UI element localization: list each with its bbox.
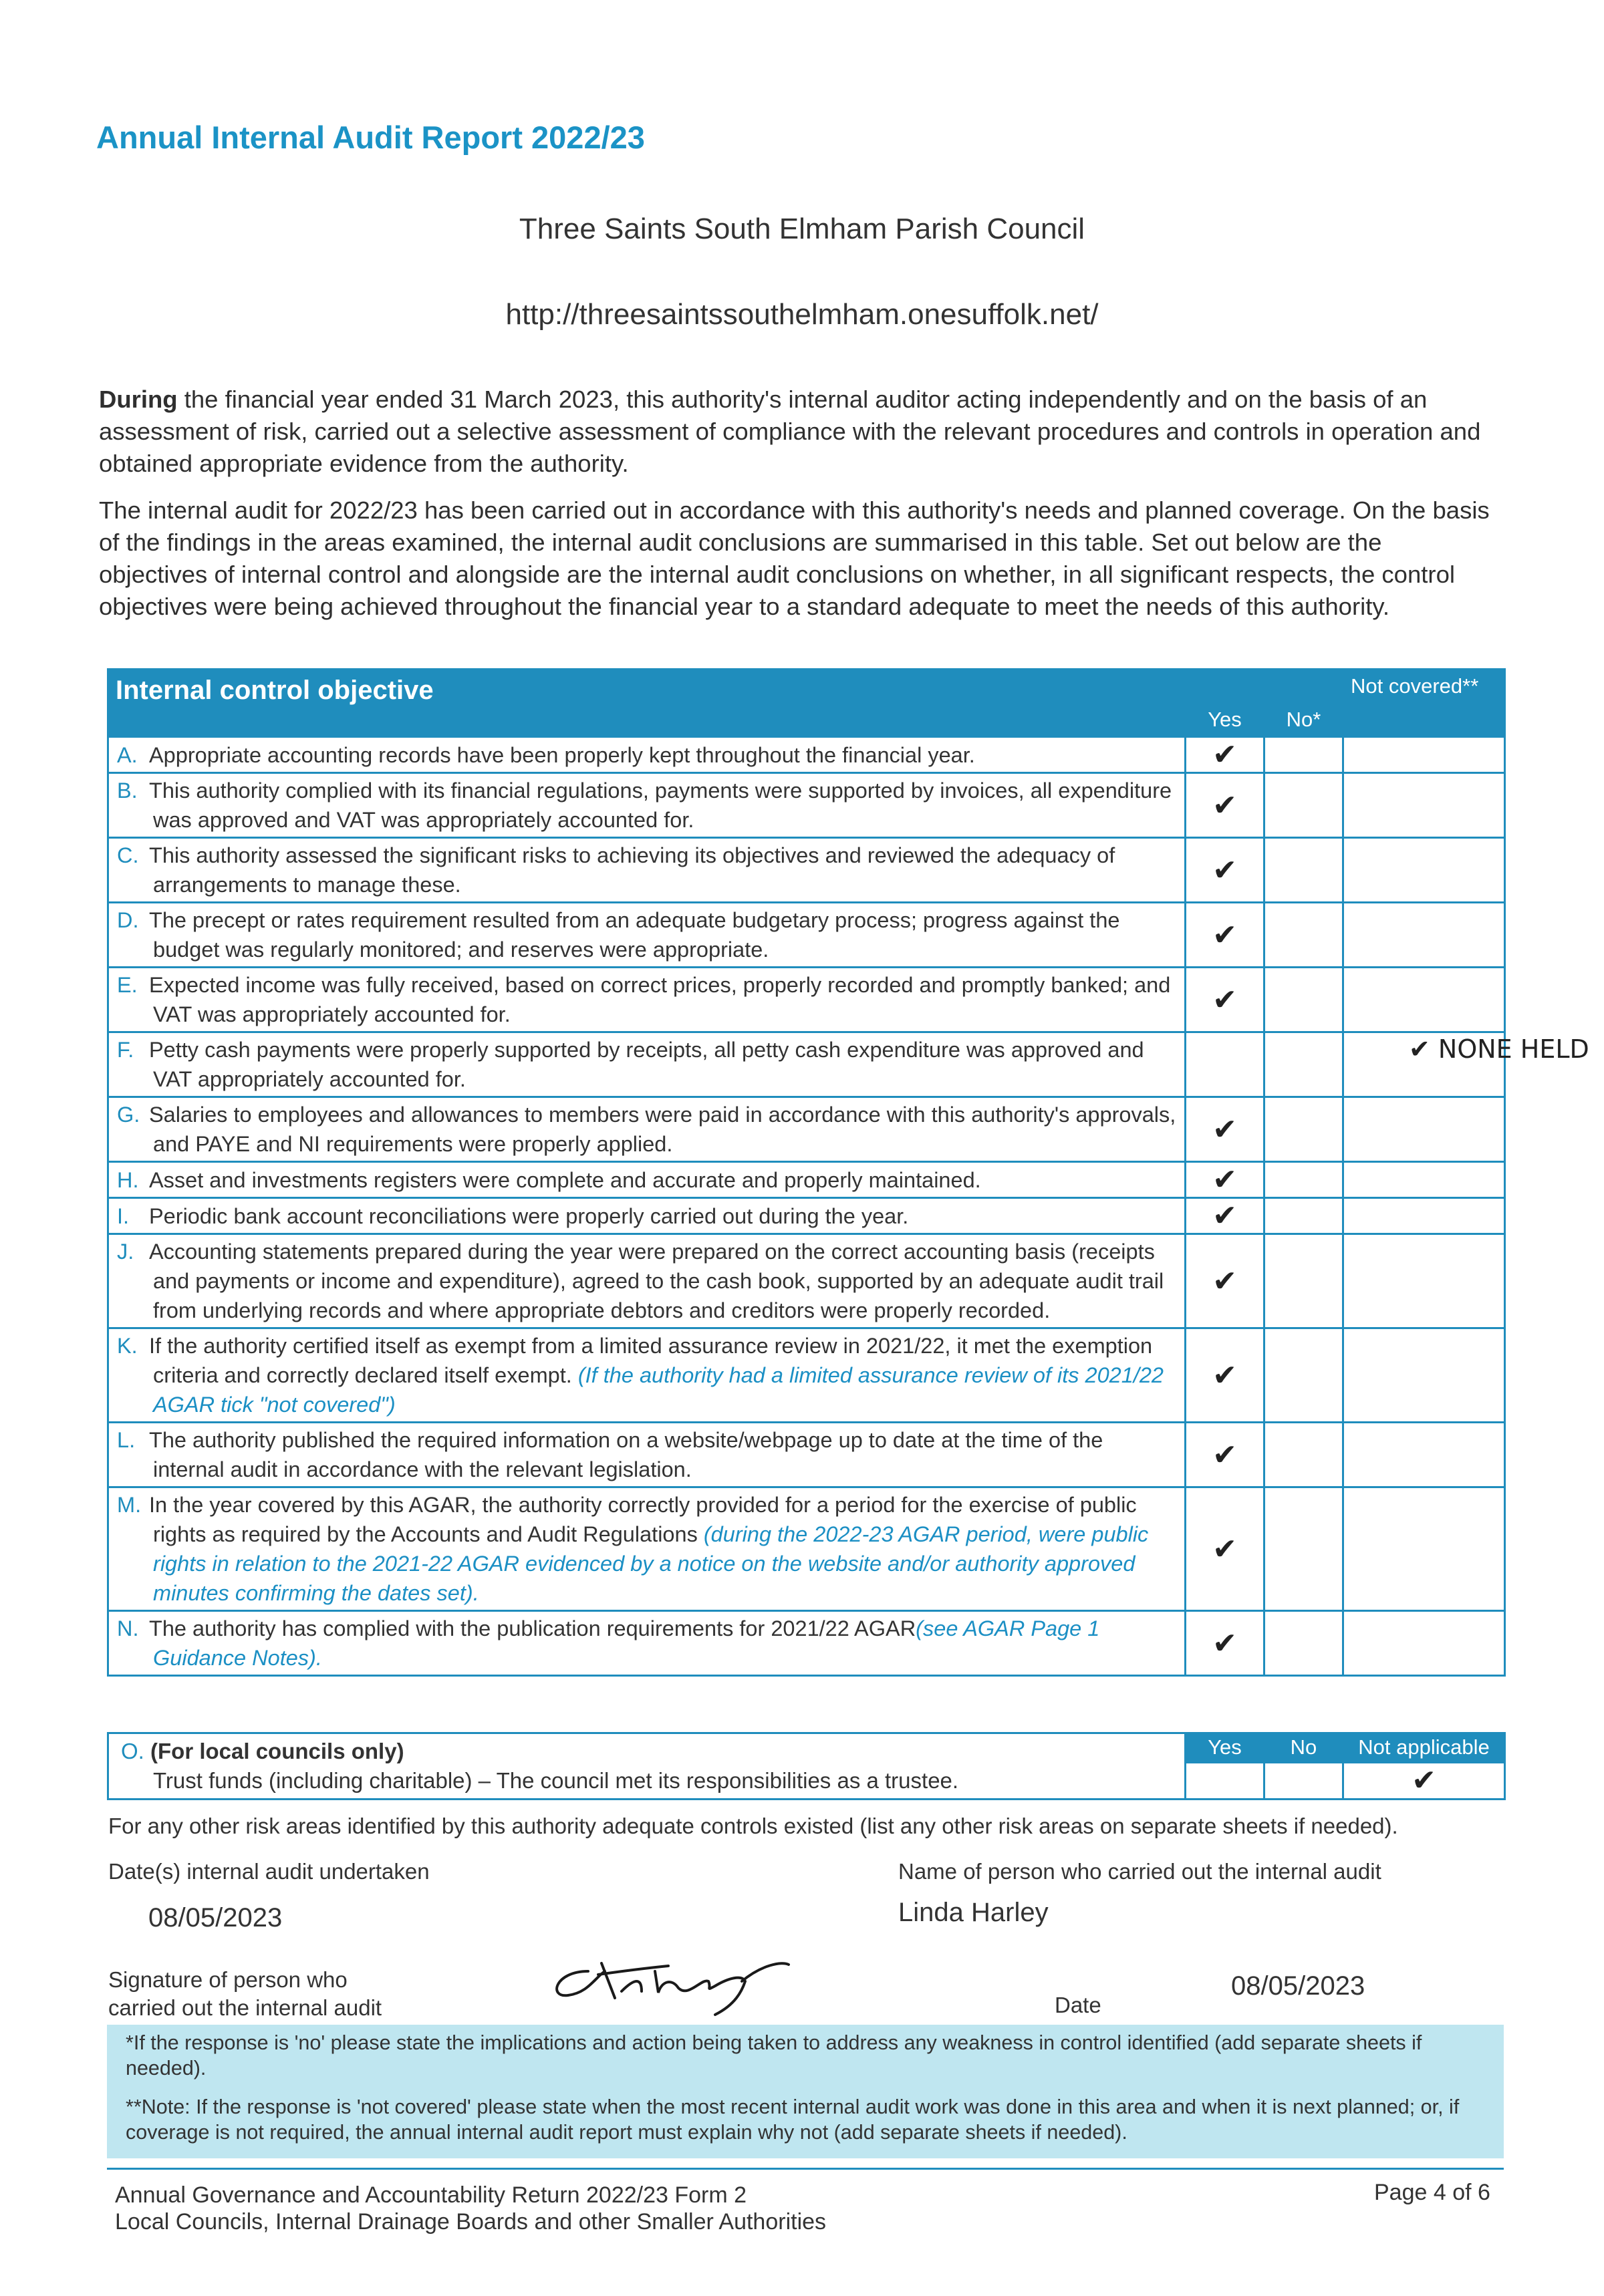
objective-cell [108,968,1186,1032]
not-covered-cell[interactable] [1343,1097,1505,1162]
table-row [108,1032,1505,1097]
no-cell[interactable] [1264,1097,1343,1162]
objective-text: Expected income was fully received, based on correct prices, properly recorded and promptly banked; and VAT was appropriately accounted for. [149,973,1171,1026]
row-letter: O. [121,1739,144,1763]
objective-cell [108,1487,1186,1611]
objective-cell [108,1198,1186,1234]
row-letter: N. [117,1616,139,1640]
objective-text: Appropriate accounting records have been properly kept throughout the financial year. [149,742,975,767]
table-row [108,737,1505,773]
yes-cell[interactable]: ✔ [1186,1162,1264,1198]
yes-cell[interactable]: ✔ [1186,903,1264,968]
objective-cell [108,1423,1186,1487]
row-letter: D. [117,908,139,932]
no-cell[interactable] [1264,773,1343,838]
objective-cell [108,773,1186,838]
objective-cell [108,903,1186,968]
not-covered-cell[interactable] [1343,1487,1505,1611]
o-header-no: No [1264,1733,1343,1763]
no-cell[interactable] [1264,838,1343,903]
row-letter: G. [117,1103,140,1127]
o-no-cell[interactable] [1264,1762,1343,1799]
table-row [108,968,1505,1032]
yes-cell[interactable]: ✔ [1186,838,1264,903]
yes-cell[interactable]: ✔ [1186,1097,1264,1162]
intro-lead: During [99,386,178,413]
not-covered-cell[interactable] [1343,737,1505,773]
internal-control-table [107,668,1506,1677]
table-row [108,903,1505,968]
yes-cell[interactable]: ✔ [1186,1487,1264,1611]
trust-funds-text-cell [108,1733,1186,1800]
objective-text: The authority has complied with the publication requirements for 2021/22 AGAR [149,1616,916,1640]
not-covered-cell[interactable] [1343,773,1505,838]
not-covered-cell[interactable] [1343,1328,1505,1423]
signature-label-line-2: carried out the internal audit [108,1995,382,2020]
objective-cell [108,1328,1186,1423]
row-letter: C. [117,843,139,867]
table-row [108,1097,1505,1162]
o-yes-cell[interactable] [1186,1762,1264,1799]
no-cell[interactable] [1264,737,1343,773]
not-covered-cell[interactable] [1343,1162,1505,1198]
yes-cell[interactable]: ✔ [1186,1423,1264,1487]
o-header-yes: Yes [1186,1733,1264,1763]
not-covered-cell[interactable] [1343,1611,1505,1676]
row-letter: I. [117,1203,130,1228]
table-row [108,773,1505,838]
table-row [108,1423,1505,1487]
objective-text: The precept or rates requirement resulted from an adequate budgetary process; progress against the budget was regularly monitored; and reserves were appropriate. [149,908,1120,962]
objective-text: In the year covered by this AGAR, the authority correctly provided for a period for the exercise of public rights as required by the Accounts and Audit Regulations [149,1493,1137,1546]
audit-dates-label: Date(s) internal audit undertaken [108,1859,430,1884]
yes-cell[interactable]: ✔ [1186,968,1264,1032]
no-cell[interactable] [1264,1487,1343,1611]
o-header-na: Not applicable [1343,1733,1505,1763]
intro-paragraph-1 [99,384,1496,480]
page-title: Annual Internal Audit Report 2022/23 [96,120,645,155]
trust-funds-table [107,1732,1506,1800]
not-covered-cell[interactable] [1343,903,1505,968]
not-covered-cell[interactable] [1343,968,1505,1032]
trust-funds-header-row [108,1733,1505,1763]
header-yes: Yes [1186,670,1264,737]
auditor-name-label: Name of person who carried out the internal audit [898,1859,1381,1884]
table-row [108,1611,1505,1676]
objective-cell [108,1611,1186,1676]
intro-paragraph-2: The internal audit for 2022/23 has been carried out in accordance with this authority's needs and planned coverage. On the basis of the findings in the areas examined, the internal audit conclusions are summarised in this table. Set out below are the objectives of internal control and alongside are the internal audit conclusions on whether, in all significant respects, the control objectives were being achieved throughout the financial year to a standard adequate to meet the needs of this authority. [99,496,1490,620]
objective-cell [108,737,1186,773]
guidance-note: (see AGAR Page 1 Guidance Notes). [153,1616,1100,1670]
header-no: No* [1264,670,1343,737]
audit-dates-value[interactable]: 08/05/2023 [148,1903,283,1932]
note-not-covered: **Note: If the response is 'not covered' please state when the most recent internal audit work was done in this area and when it is next planned; or, if coverage is not required, the annual internal audit report must explain why not (add separate sheets if needed). [126,2096,1460,2144]
no-cell[interactable] [1264,1032,1343,1097]
row-letter: B. [117,778,138,803]
signature-date-label: Date [1055,1993,1101,2017]
note-no: *If the response is 'no' please state the implications and action being taken to address any weakness in control identified (add separate sheets if needed). [126,2031,1422,2079]
not-covered-cell[interactable] [1343,838,1505,903]
no-cell[interactable] [1264,903,1343,968]
notes-box [107,2025,1504,2158]
yes-cell[interactable]: ✔ [1186,773,1264,838]
footer-line-2: Local Councils, Internal Drainage Boards and other Smaller Authorities [115,2209,827,2235]
guidance-note: (during the 2022-23 AGAR period, were public rights in relation to the 2021-22 AGAR evidenced by a notice on the website and/or authority approved minutes confirming the dates set). [153,1522,1149,1605]
objective-cell [108,838,1186,903]
yes-cell[interactable]: ✔ [1186,1198,1264,1234]
trust-funds-heading: (For local councils only) [150,1739,404,1763]
no-cell[interactable] [1264,1611,1343,1676]
objective-text: Petty cash payments were properly supported by receipts, all petty cash expenditure was approved and VAT appropriately accounted for. [149,1038,1144,1091]
header-objective: Internal control objective [108,670,1186,737]
council-website: http://threesaintssouthelmham.onesuffolk.net/ [505,298,1099,331]
objective-text: Salaries to employees and allowances to members were paid in accordance with this authority's approvals, and PAYE and NI requirements were properly applied. [149,1103,1176,1156]
no-cell[interactable] [1264,1198,1343,1234]
objective-cell [108,1162,1186,1198]
auditor-name-value[interactable]: Linda Harley [898,1898,1049,1927]
row-letter: K. [117,1334,138,1358]
auditor-signature [541,1951,829,2018]
no-cell[interactable] [1264,1162,1343,1198]
objective-cell [108,1032,1186,1097]
page-number: Page 4 of 6 [1374,2180,1490,2205]
objective-text: If the authority certified itself as exempt from a limited assurance review in 2021/22, it met the exemption criteria and correctly declared itself exempt. [149,1334,1153,1387]
yes-cell[interactable] [1186,1032,1264,1097]
objective-text: The authority published the required information on a website/webpage up to date at the time of the internal audit in accordance with the relevant legislation. [149,1428,1103,1481]
handwritten-none-held: ✔ NONE HELD [1409,1034,1589,1064]
trust-funds-text: Trust funds (including charitable) – The council met its responsibilities as a trustee. [153,1768,959,1793]
objective-text: Asset and investments registers were complete and accurate and properly maintained. [149,1167,981,1192]
objective-text: This authority complied with its financial regulations, payments were supported by invoices, all expenditure was approved and VAT was appropriately accounted for. [149,778,1172,832]
yes-cell[interactable]: ✔ [1186,1234,1264,1328]
objective-cell [108,1234,1186,1328]
row-letter: H. [117,1167,139,1192]
intro-p1-text: the financial year ended 31 March 2023, this authority's internal auditor acting independently and on the basis of an assessment of risk, carried out a selective assessment of compliance with the relevant procedures and controls in operation and obtained appropriate evidence from the authority. [99,386,1481,477]
no-cell[interactable] [1264,968,1343,1032]
table-body [108,737,1505,1676]
table-row [108,1162,1505,1198]
no-cell[interactable] [1264,1328,1343,1423]
row-letter: F. [117,1038,134,1062]
yes-cell[interactable]: ✔ [1186,1328,1264,1423]
row-letter: J. [117,1240,134,1264]
table-row [108,1487,1505,1611]
row-letter: M. [117,1493,142,1517]
council-name: Three Saints South Elmham Parish Council [519,212,1085,245]
footer-line-1: Annual Governance and Accountability Return 2022/23 Form 2 [115,2182,747,2208]
table-header-row [108,670,1505,737]
row-letter: L. [117,1428,136,1452]
signature-label [108,1966,382,2022]
not-covered-cell[interactable] [1343,1423,1505,1487]
table-row [108,838,1505,903]
objective-text: This authority assessed the significant risks to achieving its objectives and reviewed the adequacy of arrangements to manage these. [149,843,1115,897]
other-risk-areas: For any other risk areas identified by this authority adequate controls existed (list any other risk areas on separate sheets if needed). [108,1814,1398,1838]
row-letter: E. [117,973,138,997]
table-row [108,1234,1505,1328]
objective-text: Accounting statements prepared during the year were prepared on the correct accounting basis (receipts and payments or income and expenditure), agreed to the cash book, supported by an adequate audit trail from underlying records and where appropriate debtors and creditors were properly recorded. [149,1240,1164,1322]
o-na-cell[interactable]: ✔ [1343,1762,1505,1799]
objective-text: Periodic bank account reconciliations were properly carried out during the year. [149,1203,909,1228]
row-letter: A. [117,742,138,767]
table-row [108,1198,1505,1234]
footer-divider [107,2168,1504,2170]
signature-label-line-1: Signature of person who [108,1967,348,1992]
yes-cell[interactable]: ✔ [1186,1611,1264,1676]
table-row [108,1328,1505,1423]
signature-date-value[interactable]: 08/05/2023 [1231,1971,1365,2001]
no-cell[interactable] [1264,1234,1343,1328]
guidance-note: (If the authority had a limited assurance review of its 2021/22 AGAR tick "not covered") [153,1363,1164,1417]
header-not-covered: Not covered** [1343,670,1505,737]
objective-cell [108,1097,1186,1162]
yes-cell[interactable]: ✔ [1186,737,1264,773]
no-cell[interactable] [1264,1423,1343,1487]
not-covered-cell[interactable] [1343,1198,1505,1234]
not-covered-cell[interactable] [1343,1234,1505,1328]
